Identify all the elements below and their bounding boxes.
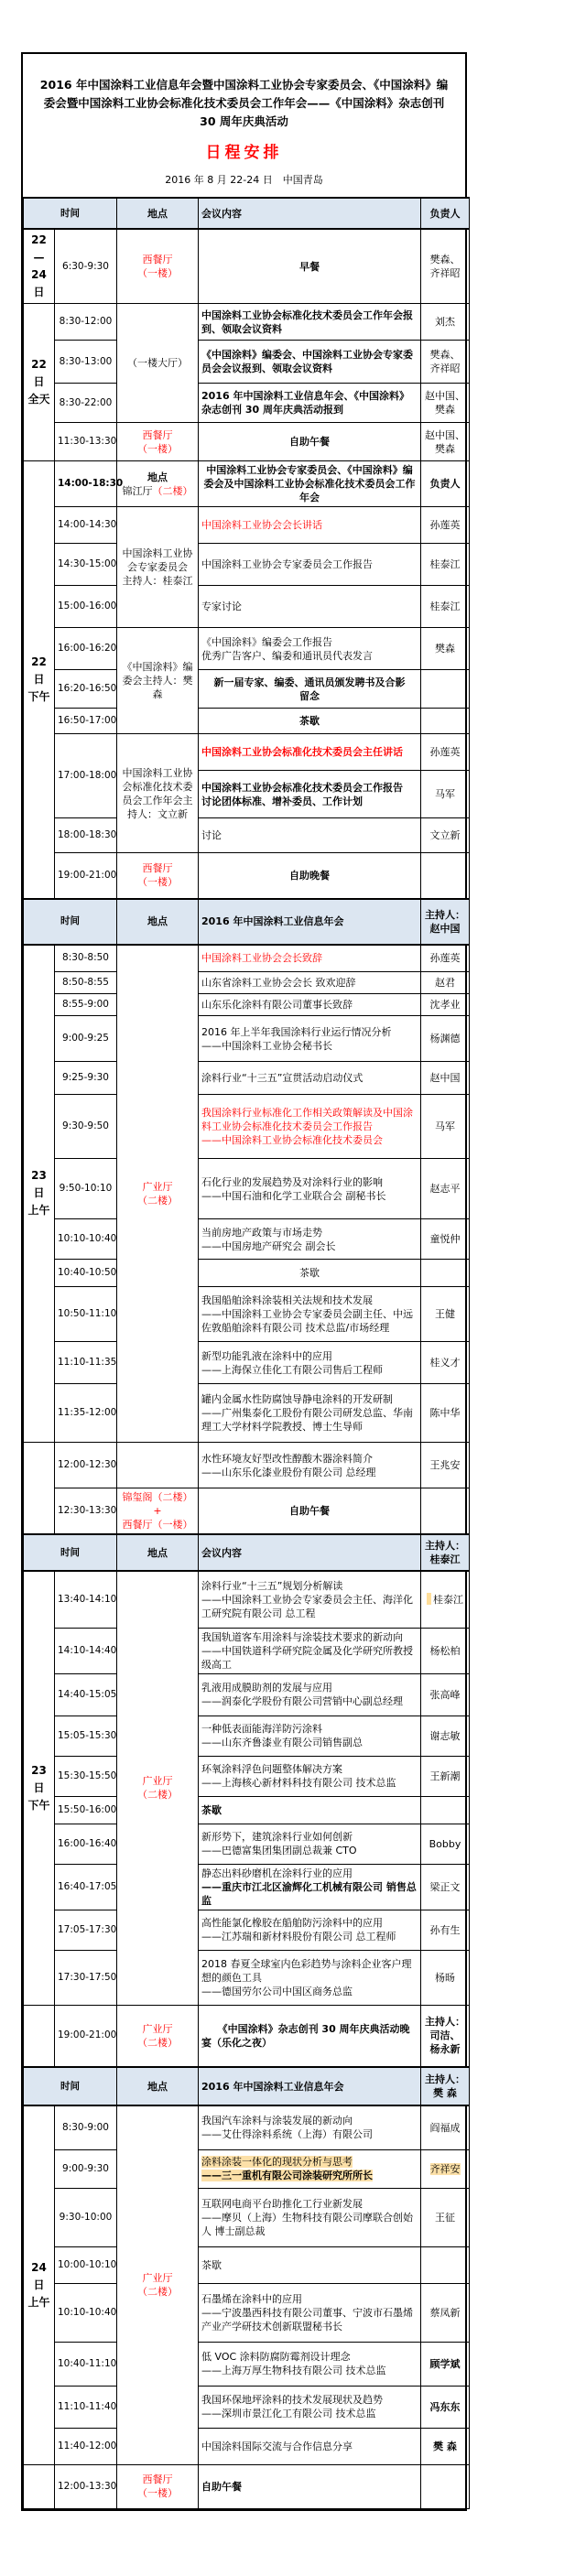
schedule-row — [24, 341, 470, 384]
person-cell: 阎福成 — [421, 2105, 470, 2149]
schedule-row — [24, 1824, 470, 1864]
schedule-row — [24, 2149, 470, 2188]
schedule-row — [24, 1443, 470, 1488]
schedule-body — [24, 198, 470, 2508]
content-cell: 茶歇 — [199, 1796, 421, 1824]
schedule-row — [24, 2428, 470, 2464]
time-cell: 时间 — [24, 1534, 117, 1571]
day-cell — [24, 2464, 55, 2508]
schedule-row — [24, 2386, 470, 2428]
time-cell: 时间 — [24, 2067, 117, 2105]
person-cell: 王征 — [421, 2188, 470, 2246]
content-cell: 《中国涂料》编委会、中国涂料工业协会专家委员会会议报到、领取会议资料 — [199, 341, 421, 384]
day-cell: 23 日 上午 — [24, 945, 55, 1443]
schedule-row — [24, 586, 470, 628]
person-cell — [421, 709, 470, 734]
time-cell: 11:10-11:35 — [55, 1342, 117, 1384]
time-cell: 16:50-17:00 — [55, 709, 117, 734]
content-cell: 低 VOC 涂料防腐防霉剂设计理念 ——上海万厚生物科技有限公司 技术总监 — [199, 2342, 421, 2386]
content-cell: 中国涂料国际交流与合作信息分享 — [199, 2428, 421, 2464]
content-cell: 《中国涂料》杂志创刊 30 周年庆典活动晚宴（乐化之夜） — [199, 2005, 421, 2067]
person-cell: 文立新 — [421, 818, 470, 853]
location-cell: （一楼大厅） — [117, 304, 199, 423]
text-run: ——重庆市江北区渝辉化工机械有限公司 销售总监 — [201, 1880, 417, 1907]
content-cell: 中国涂料工业协会标准化技术委员会主任讲话 — [199, 734, 421, 771]
time-cell: 10:10-10:40 — [55, 1219, 117, 1260]
time-cell: 10:40-10:50 — [55, 1260, 117, 1287]
schedule-row — [24, 1384, 470, 1443]
time-cell: 16:00-16:20 — [55, 628, 117, 670]
time-cell: 18:00-18:30 — [55, 818, 117, 853]
schedule-row — [24, 945, 470, 972]
schedule-row — [24, 384, 470, 423]
location-cell: 地点 — [117, 899, 199, 945]
content-cell: 新型功能乳液在涂料中的应用 ——上海保立佳化工有限公司售后工程师 — [199, 1342, 421, 1384]
content-cell: 石化行业的发展趋势及对涂料行业的影响 ——中国石油和化学工业联合会 副秘书长 — [199, 1159, 421, 1219]
location-cell — [117, 1443, 199, 1488]
time-cell: 9:50-10:10 — [55, 1159, 117, 1219]
content-cell: 自助晚餐 — [199, 853, 421, 899]
person-cell: 主持人： 司洁、 杨永新 — [421, 2005, 470, 2067]
schedule-row — [24, 1796, 470, 1824]
person-cell: 马军 — [421, 771, 470, 818]
title-block — [23, 54, 465, 197]
time-cell: 8:55-9:00 — [55, 994, 117, 1016]
person-cell: 顾学斌 — [421, 2342, 470, 2386]
time-cell: 16:20-16:50 — [55, 670, 117, 709]
time-cell: 8:30-22:00 — [55, 384, 117, 423]
person-cell: 主持人： 赵中国 — [421, 899, 470, 945]
content-cell: 2018 春夏全球室内色彩趋势与涂料企业客户理想的颜色工具 ——德国劳尔公司中国区商务总监 — [199, 1950, 421, 2005]
schedule-row — [24, 1260, 470, 1287]
content-cell: 山东乐化涂料有限公司董事长致辞 — [199, 994, 421, 1016]
person-cell — [421, 2246, 470, 2283]
location-cell: 广业厅 （二楼） — [117, 2005, 199, 2067]
time-cell: 9:00-9:30 — [55, 2149, 117, 2188]
location-cell: 广业厅 （二楼） — [117, 2105, 199, 2464]
person-cell: 孙莲英 — [421, 945, 470, 972]
content-cell: 新形势下，建筑涂料行业如何创新 ——巴德富集团集团副总裁兼 CTO — [199, 1824, 421, 1864]
location-cell: 锦玺阁（二楼）+ 西餐厅（一楼） — [117, 1488, 199, 1535]
time-cell: 17:30-17:50 — [55, 1950, 117, 2005]
time-cell: 10:10-10:40 — [55, 2283, 117, 2342]
schedule-heading: 日程安排 — [205, 144, 283, 162]
day-cell: 22 日 下午 — [24, 461, 55, 899]
content-cell: 涂料行业“十三五”规划分析解读 ——中国涂料工业协会专家委员会主任、海洋化工研究院有限公司 总工程 — [199, 1571, 421, 1628]
time-cell: 14:10-14:40 — [55, 1628, 117, 1673]
time-cell: 14:40-15:05 — [55, 1673, 117, 1716]
time-cell: 11:40-12:00 — [55, 2428, 117, 2464]
content-cell: 互联网电商平台助推化工行业新发展 ——摩贝（上海）生物科技有限公司摩联合创始人 博士副总裁 — [199, 2188, 421, 2246]
content-cell: 我国轨道客车用涂料与涂装技术要求的新动向 ——中国铁道科学研究院金属及化学研究所教授级高工 — [199, 1628, 421, 1673]
person-cell: 马军 — [421, 1095, 470, 1159]
content-cell: 2016 年中国涂料工业信息年会 — [199, 2067, 421, 2105]
text-run: 涂料涂装一体化的现状分析与思考 — [201, 2156, 353, 2168]
location-cell: 西餐厅 （一楼） — [117, 423, 199, 461]
text-run: ——三一重机有限公司涂装研究所所长 — [201, 2170, 373, 2181]
day-cell: 23 日 下午 — [24, 1571, 55, 2005]
content-cell: 讨论 — [199, 818, 421, 853]
content-cell: 《中国涂料》编委会工作报告 优秀广告客户、编委和通讯员代表发言 — [199, 628, 421, 670]
person-cell: 桂义才 — [421, 1342, 470, 1384]
person-cell: 孙莲英 — [421, 507, 470, 544]
time-cell: 16:40-17:05 — [55, 1864, 117, 1910]
day-cell: 22 日 全天 — [24, 304, 55, 461]
content-cell: 茶歇 — [199, 709, 421, 734]
schedule-row — [24, 1864, 470, 1910]
schedule-row — [24, 709, 470, 734]
person-cell — [421, 853, 470, 899]
person-cell: 樊森、 齐祥昭 — [421, 341, 470, 384]
schedule-row — [24, 461, 470, 507]
time-cell: 12:00-12:30 — [55, 1443, 117, 1488]
person-cell: 赵君 — [421, 972, 470, 994]
person-cell: 樊森 — [421, 628, 470, 670]
day-cell — [24, 2005, 55, 2067]
time-cell: 8:30-9:00 — [55, 2105, 117, 2149]
schedule-row — [24, 972, 470, 994]
time-cell: 时间 — [24, 198, 117, 229]
person-cell — [421, 1571, 470, 1628]
person-cell: 谢志敏 — [421, 1716, 470, 1756]
person-cell: 孙有生 — [421, 1910, 470, 1950]
person-cell: 主持人： 桂泰江 — [421, 1534, 470, 1571]
location-cell: 广业厅 （二楼） — [117, 1571, 199, 2005]
content-cell: 当前房地产政策与市场走势 ——中国房地产研究会 副会长 — [199, 1219, 421, 1260]
schedule-row — [24, 2464, 470, 2508]
location-cell: 西餐厅 （一楼） — [117, 853, 199, 899]
time-cell: 19:00-21:00 — [55, 853, 117, 899]
schedule-row — [24, 2188, 470, 2246]
location-cell: 中国涂料工业协会专家委员会 主持人：桂泰江 — [117, 507, 199, 628]
schedule-row — [24, 1219, 470, 1260]
person-cell: 杨渊德 — [421, 1016, 470, 1062]
schedule-row — [24, 1287, 470, 1342]
schedule-row — [24, 1342, 470, 1384]
day-cell: 22— 24 日 — [24, 229, 55, 304]
person-cell: 蔡凤新 — [421, 2283, 470, 2342]
schedule-row — [24, 2005, 470, 2067]
schedule-row — [24, 1016, 470, 1062]
person-cell: 负责人 — [421, 461, 470, 507]
text-run: （二楼） — [152, 484, 193, 497]
schedule-row — [24, 2105, 470, 2149]
content-cell: 中国涂料工业协会专家委员会工作报告 — [199, 544, 421, 586]
time-cell: 8:30-13:00 — [55, 341, 117, 384]
text-run: 锦江厅 — [122, 484, 153, 497]
content-cell: 会议内容 — [199, 1534, 421, 1571]
content-cell: 山东省涂料工业协会会长 致欢迎辞 — [199, 972, 421, 994]
schedule-row — [24, 423, 470, 461]
person-cell: 负责人 — [421, 198, 470, 229]
content-cell: 茶歇 — [199, 2246, 421, 2283]
time-cell: 8:30-8:50 — [55, 945, 117, 972]
section-header-row — [24, 198, 470, 229]
content-cell: 新一届专家、编委、通讯员颁发聘书及合影 留念 — [199, 670, 421, 709]
content-cell: 专家讨论 — [199, 586, 421, 628]
content-cell: 我国涂料行业标准化工作相关政策解读及中国涂料工业协会标准化技术委员会工作报告 ——中国涂料工业协会标准化技术委员会 — [199, 1095, 421, 1159]
schedule-row — [24, 2246, 470, 2283]
time-cell: 9:30-10:00 — [55, 2188, 117, 2246]
time-cell: 10:50-11:10 — [55, 1287, 117, 1342]
time-cell: 8:50-8:55 — [55, 972, 117, 994]
schedule-row — [24, 818, 470, 853]
schedule-row — [24, 1159, 470, 1219]
schedule-row — [24, 304, 470, 341]
person-cell — [421, 1488, 470, 1535]
schedule-row — [24, 1716, 470, 1756]
location-cell: 《中国涂料》编委会主持人：樊森 — [117, 628, 199, 734]
time-cell: 12:00-13:30 — [55, 2464, 117, 2508]
content-cell: 2016 年中国涂料工业信息年会 — [199, 899, 421, 945]
schedule-row — [24, 670, 470, 709]
time-cell: 11:35-12:00 — [55, 1384, 117, 1443]
person-cell — [421, 670, 470, 709]
person-cell — [421, 1796, 470, 1824]
schedule-row — [24, 229, 470, 304]
day-cell: 24 日 上午 — [24, 2105, 55, 2464]
person-cell: 赵志平 — [421, 1159, 470, 1219]
content-cell: 一种低表面能海洋防污涂料 ——山东齐鲁漆业有限公司销售副总 — [199, 1716, 421, 1756]
person-cell: 赵中国、 樊森 — [421, 384, 470, 423]
time-cell: 10:40-11:10 — [55, 2342, 117, 2386]
conference-title: 2016 年中国涂料工业信息年会暨中国涂料工业协会专家委员会、《中国涂料》编委会暨中国涂料工业协会标准化技术委员会工作年会——《中国涂料》杂志创刊 30 周年庆典活动 — [39, 78, 449, 128]
schedule-row — [24, 994, 470, 1016]
location-cell: 西餐厅 （一楼） — [117, 2464, 199, 2508]
content-cell: 涂料行业“十三五”宣贯活动启动仪式 — [199, 1062, 421, 1095]
person-cell: 王新潮 — [421, 1756, 470, 1796]
section-header-row — [24, 2067, 470, 2105]
schedule-row — [24, 734, 470, 771]
time-cell: 16:00-16:40 — [55, 1824, 117, 1864]
schedule-table — [23, 197, 470, 2509]
person-cell: 樊森、 齐祥昭 — [421, 229, 470, 304]
schedule-row — [24, 2283, 470, 2342]
content-cell: 会议内容 — [199, 198, 421, 229]
content-cell: 茶歇 — [199, 1260, 421, 1287]
schedule-row — [24, 1673, 470, 1716]
time-cell: 9:00-9:25 — [55, 1016, 117, 1062]
person-cell: 沈孝业 — [421, 994, 470, 1016]
schedule-row — [24, 1571, 470, 1628]
content-cell: 中国涂料工业协会会长讲话 — [199, 507, 421, 544]
person-cell: 樊 森 — [421, 2428, 470, 2464]
section-header-row — [24, 1534, 470, 1571]
text-run: 地点 — [147, 471, 168, 483]
location-cell: 中国涂料工业协会标准化技术委员会工作年会主持人：文立新 — [117, 734, 199, 853]
content-cell: 水性环境友好型改性醇酸木器涂料简介 ——山东乐化漆业股份有限公司 总经理 — [199, 1443, 421, 1488]
text-run: 桂泰江 — [433, 1593, 463, 1606]
person-cell — [421, 1260, 470, 1287]
person-cell: 赵中国 — [421, 1062, 470, 1095]
location-cell: 广业厅 （二楼） — [117, 945, 199, 1443]
schedule-row — [24, 1488, 470, 1535]
schedule-row — [24, 1095, 470, 1159]
time-cell: 14:00-14:30 — [55, 507, 117, 544]
text-run: 齐祥安 — [429, 2162, 461, 2175]
content-cell: 环氧涂料浮色问题整体解决方案 ——上海核心新材料科技有限公司 技术总监 — [199, 1756, 421, 1796]
content-cell: 我国环保地坪涂料的技术发展现状及趋势 ——深圳市景江化工有限公司 技术总监 — [199, 2386, 421, 2428]
content-cell: 早餐 — [199, 229, 421, 304]
time-cell: 6:30-9:30 — [55, 229, 117, 304]
content-cell: 中国涂料工业协会会长致辞 — [199, 945, 421, 972]
location-cell: 地点 — [117, 1534, 199, 1571]
person-cell: 王健 — [421, 1287, 470, 1342]
time-cell: 11:10-11:40 — [55, 2386, 117, 2428]
schedule-row — [24, 544, 470, 586]
section-header-row — [24, 899, 470, 945]
time-cell: 14:30-15:00 — [55, 544, 117, 586]
schedule-row — [24, 1628, 470, 1673]
location-cell: 西餐厅 （一楼） — [117, 229, 199, 304]
time-cell: 8:30-12:00 — [55, 304, 117, 341]
person-cell: 冯东东 — [421, 2386, 470, 2428]
person-cell: Bobby — [421, 1824, 470, 1864]
person-cell: 张高峰 — [421, 1673, 470, 1716]
schedule-row — [24, 853, 470, 899]
time-cell: 15:30-15:50 — [55, 1756, 117, 1796]
person-cell: 赵中国、 樊森 — [421, 423, 470, 461]
person-cell: 王兆安 — [421, 1443, 470, 1488]
person-cell: 杨松柏 — [421, 1628, 470, 1673]
content-cell — [199, 1864, 421, 1910]
schedule-row — [24, 1756, 470, 1796]
person-cell: 刘杰 — [421, 304, 470, 341]
person-cell: 桂泰江 — [421, 544, 470, 586]
schedule-row — [24, 2342, 470, 2386]
content-cell: 石墨烯在涂料中的应用 ——宁波墨西科技有限公司董事、宁波市石墨烯产业产学研技术创新联盟秘书长 — [199, 2283, 421, 2342]
content-cell: 乳液用成膜助剂的发展与应用 ——润泰化学股份有限公司营销中心副总经理 — [199, 1673, 421, 1716]
time-cell: 9:30-9:50 — [55, 1095, 117, 1159]
content-cell: 中国涂料工业协会专家委员会、《中国涂料》编委会及中国涂料工业协会标准化技术委员会工作年会 — [199, 461, 421, 507]
time-cell: 13:40-14:10 — [55, 1571, 117, 1628]
time-cell: 时间 — [24, 899, 117, 945]
person-cell: 主持人： 樊 森 — [421, 2067, 470, 2105]
schedule-row — [24, 1910, 470, 1950]
content-cell: 罐内金属水性防腐蚀导静电涂料的开发研制 ——广州集泰化工股份有限公司研发总监、华南理工大学材料学院教授、博士生导师 — [199, 1384, 421, 1443]
time-cell: 12:30-13:30 — [55, 1488, 117, 1535]
content-cell: 我国船舶涂料涂装相关法规和技术发展 ——中国涂料工业协会专家委员会副主任、中远佐敦船舶涂料有限公司 技术总监/市场经理 — [199, 1287, 421, 1342]
location-cell — [117, 461, 199, 507]
content-cell: 中国涂料工业协会标准化技术委员会工作年会报到、领取会议资料 — [199, 304, 421, 341]
content-cell — [199, 2149, 421, 2188]
person-cell: 童悦仲 — [421, 1219, 470, 1260]
time-cell: 19:00-21:00 — [55, 2005, 117, 2067]
content-cell: 高性能氯化橡胶在船舶防污涂料中的应用 ——江苏瑞和新材料股份有限公司 总工程师 — [199, 1910, 421, 1950]
person-cell — [421, 2149, 470, 2188]
location-cell: 地点 — [117, 2067, 199, 2105]
location-cell: 地点 — [117, 198, 199, 229]
time-cell: 11:30-13:30 — [55, 423, 117, 461]
time-cell: 14:00-18:30 — [55, 461, 117, 507]
person-cell — [421, 2464, 470, 2508]
schedule-row — [24, 1062, 470, 1095]
schedule-row — [24, 507, 470, 544]
person-cell: 梁正文 — [421, 1864, 470, 1910]
person-cell: 桂泰江 — [421, 586, 470, 628]
schedule-row — [24, 1950, 470, 2005]
content-cell: 2016 年上半年我国涂料行业运行情况分析 ——中国涂料工业协会秘书长 — [199, 1016, 421, 1062]
content-cell: 中国涂料工业协会标准化技术委员会工作报告 讨论团体标准、增补委员、工作计划 — [199, 771, 421, 818]
day-cell — [24, 1443, 55, 1535]
time-cell: 9:25-9:30 — [55, 1062, 117, 1095]
time-cell: 17:00-18:00 — [55, 734, 117, 818]
date-venue: 2016 年 8 月 22-24 日 中国青岛 — [165, 174, 323, 186]
person-cell: 杨旸 — [421, 1950, 470, 2005]
schedule-sheet — [21, 52, 467, 2511]
time-cell: 15:05-15:30 — [55, 1716, 117, 1756]
text-run: 静态出料砂磨机在涂料行业的应用 — [201, 1867, 353, 1879]
content-cell: 2016 年中国涂料工业信息年会、《中国涂料》杂志创刊 30 周年庆典活动报到 — [199, 384, 421, 423]
content-cell: 自助午餐 — [199, 1488, 421, 1535]
schedule-row — [24, 628, 470, 670]
highlight-mark — [427, 1593, 431, 1605]
content-cell: 自助午餐 — [199, 423, 421, 461]
time-cell: 15:00-16:00 — [55, 586, 117, 628]
time-cell: 17:05-17:30 — [55, 1910, 117, 1950]
time-cell: 10:00-10:10 — [55, 2246, 117, 2283]
person-cell: 陈中华 — [421, 1384, 470, 1443]
time-cell: 15:50-16:00 — [55, 1796, 117, 1824]
content-cell: 我国汽车涂料与涂装发展的新动向 ——艾仕得涂料系统（上海）有限公司 — [199, 2105, 421, 2149]
content-cell: 自助午餐 — [199, 2464, 421, 2508]
person-cell: 孙莲英 — [421, 734, 470, 771]
